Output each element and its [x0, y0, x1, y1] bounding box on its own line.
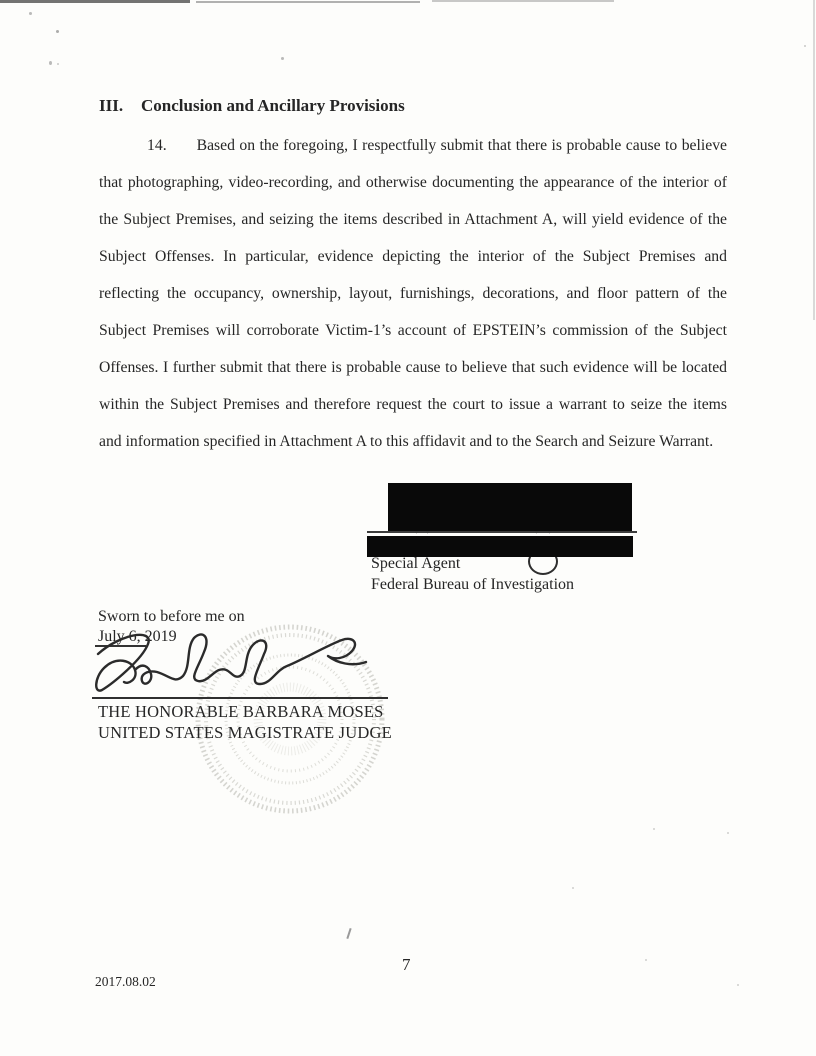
scan-speck	[653, 828, 655, 830]
paragraph-line: and information specified in Attachment A to this affidavit and to the Search and Seizure Warrant.	[99, 433, 714, 450]
scan-speck	[804, 45, 806, 47]
paragraph-line: Subject Offenses. In particular, evidence depicting the interior of the Subject Premises and	[99, 248, 727, 265]
signer-title: Special Agent	[371, 555, 461, 572]
sworn-statement: Sworn to before me on	[98, 608, 245, 625]
section-heading	[99, 96, 405, 116]
sworn-date: July 6, 2019	[98, 628, 177, 645]
paragraph-number: 14.	[147, 137, 167, 154]
scan-speck	[49, 61, 52, 65]
paragraph-line: that photographing, video-recording, and otherwise documenting the appearance of the interior of	[99, 174, 727, 191]
scan-speck	[645, 959, 647, 961]
footer-date-stamp: 2017.08.02	[95, 974, 156, 989]
page-number: 7	[402, 955, 411, 974]
scan-speck	[572, 887, 574, 889]
judge-identity-block	[98, 701, 392, 743]
judge-name: THE HONORABLE BARBARA MOSES	[98, 702, 384, 721]
signer-identity-block	[371, 554, 574, 595]
scan-speck	[281, 57, 284, 60]
scan-edge-artifact	[196, 1, 420, 3]
paragraph-14	[99, 127, 727, 460]
scan-speck	[56, 30, 59, 33]
paragraph-line: reflecting the occupancy, ownership, layout, furnishings, decorations, and floor pattern of the	[99, 285, 727, 302]
section-title: Conclusion and Ancillary Provisions	[141, 96, 405, 115]
scan-edge-artifact	[0, 0, 190, 3]
paragraph-line: the Subject Premises, and seizing the items described in Attachment A, will yield evidence of the	[99, 211, 727, 228]
signer-organization: Federal Bureau of Investigation	[371, 575, 575, 593]
judge-signature-scrawl	[90, 626, 390, 704]
scan-edge-artifact	[432, 0, 614, 2]
scan-edge-artifact	[813, 0, 815, 320]
paragraph-line: Subject Premises will corroborate Victim-1’s account of EPSTEIN’s commission of the Subject	[99, 322, 727, 339]
scan-stray-mark	[346, 928, 351, 939]
judge-title: UNITED STATES MAGISTRATE JUDGE	[98, 723, 392, 742]
scan-speck	[727, 832, 729, 834]
paragraph-text: Based on the foregoing, I respectfully submit that there is probable cause to believe	[196, 137, 727, 154]
paragraph-line	[99, 127, 727, 164]
scan-speck	[57, 63, 59, 65]
scan-speck	[29, 12, 32, 15]
redaction-bar-signature	[388, 483, 632, 531]
paragraph-line: Offenses. I further submit that there is probable cause to believe that such evidence will be located	[99, 359, 727, 376]
section-numeral: III.	[99, 96, 124, 115]
paragraph-line: within the Subject Premises and therefore request the court to issue a warrant to seize the items	[99, 396, 727, 413]
scan-speck	[737, 984, 739, 986]
